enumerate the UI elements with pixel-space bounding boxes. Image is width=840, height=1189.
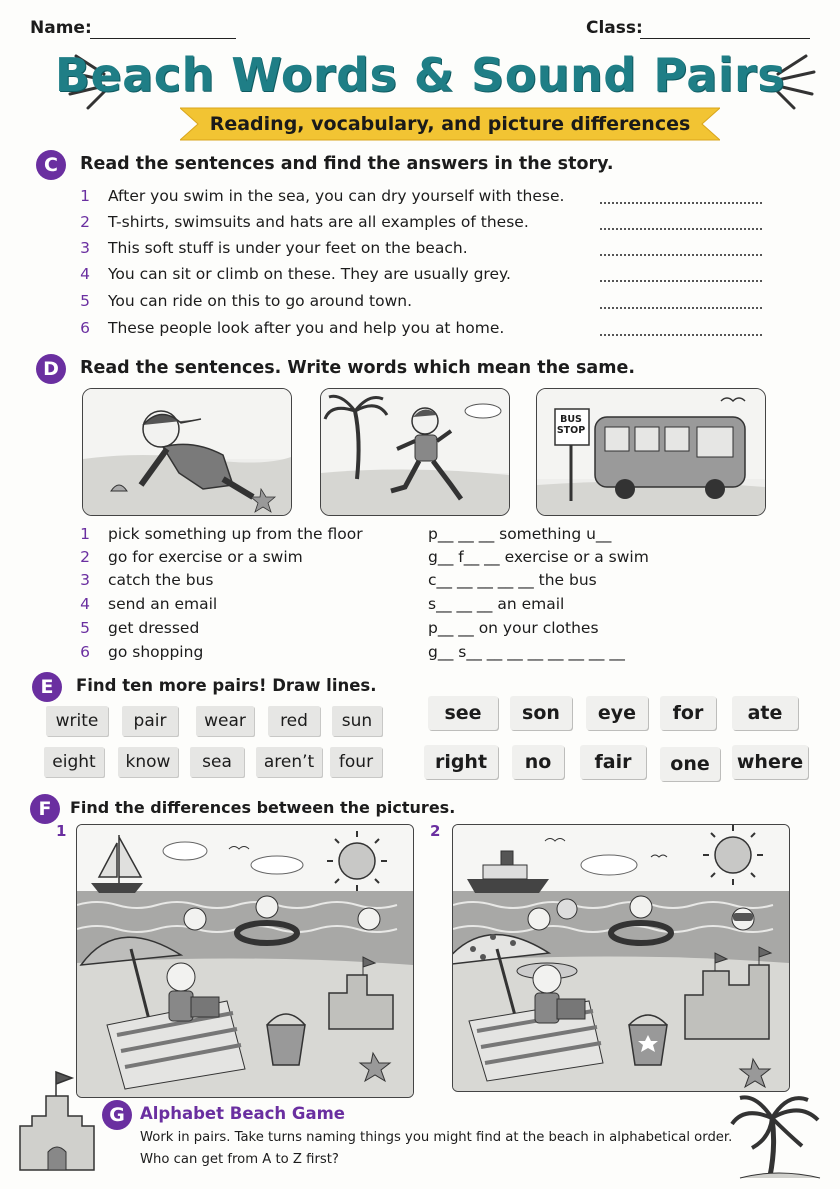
- d-item-number: 5: [80, 619, 90, 637]
- d-item-text: catch the bus: [108, 571, 214, 589]
- c-item-number: 4: [80, 265, 90, 283]
- page-title: Beach Words & Sound Pairs: [54, 48, 786, 102]
- c-item-text: T-shirts, swimsuits and hats are all examples of these.: [108, 213, 529, 231]
- bus-stop-sign-line2: STOP: [556, 425, 586, 436]
- word-card[interactable]: where: [732, 745, 808, 779]
- sandcastle-icon: [16, 1066, 98, 1174]
- c-item-text: You can sit or climb on these. They are usually grey.: [108, 265, 511, 283]
- d-item-number: 3: [80, 571, 90, 589]
- c-answer-line[interactable]: [600, 280, 762, 282]
- section-f-badge: F: [30, 794, 60, 824]
- word-card[interactable]: red: [268, 706, 320, 736]
- word-card[interactable]: write: [46, 706, 108, 736]
- c-item-number: 3: [80, 239, 90, 257]
- word-card[interactable]: aren’t: [256, 747, 322, 777]
- bus-stop-sign-line1: BUS: [560, 414, 582, 425]
- section-g-instruction-line2: Who can get from A to Z first?: [140, 1152, 339, 1167]
- c-answer-line[interactable]: [600, 228, 762, 230]
- c-item-text: These people look after you and help you at home.: [108, 319, 505, 337]
- class-field[interactable]: [640, 38, 810, 39]
- word-card[interactable]: one: [660, 747, 720, 781]
- d-item-answer[interactable]: g__ f__ __ exercise or a swim: [428, 548, 649, 566]
- difference-picture-2: [452, 824, 790, 1092]
- c-item-number: 1: [80, 187, 90, 205]
- picture-boy-running: [320, 388, 510, 516]
- word-card[interactable]: ate: [732, 696, 798, 730]
- word-card[interactable]: see: [428, 696, 498, 730]
- section-d-badge: D: [36, 354, 66, 384]
- word-card[interactable]: know: [118, 747, 178, 777]
- word-card[interactable]: eye: [586, 696, 648, 730]
- section-c-badge: C: [36, 150, 66, 180]
- c-answer-line[interactable]: [600, 334, 762, 336]
- d-item-number: 2: [80, 548, 90, 566]
- picture-1-label: 1: [56, 822, 67, 840]
- section-f-title: Find the differences between the pictures.: [70, 798, 456, 817]
- d-item-answer[interactable]: p__ __ __ something u__: [428, 525, 612, 543]
- picture-bus-stop: [536, 388, 766, 516]
- section-g-instruction-line1: Work in pairs. Take turns naming things you might find at the beach in alphabetical order.: [140, 1130, 733, 1145]
- word-card[interactable]: right: [424, 745, 498, 779]
- d-item-text: pick something up from the floor: [108, 525, 363, 543]
- picture-girl-picking-shell: [82, 388, 292, 516]
- c-answer-line[interactable]: [600, 307, 762, 309]
- name-field[interactable]: [90, 38, 236, 39]
- word-card[interactable]: four: [330, 747, 382, 777]
- d-item-answer[interactable]: p__ __ on your clothes: [428, 619, 599, 637]
- d-item-number: 6: [80, 643, 90, 661]
- section-e-title: Find ten more pairs! Draw lines.: [76, 676, 377, 695]
- c-item-text: You can ride on this to go around town.: [108, 292, 412, 310]
- word-card[interactable]: for: [660, 696, 716, 730]
- section-g-badge: G: [102, 1100, 132, 1130]
- d-item-text: go for exercise or a swim: [108, 548, 303, 566]
- name-label: Name:: [30, 18, 92, 38]
- difference-picture-1: [76, 824, 414, 1098]
- word-card[interactable]: pair: [122, 706, 178, 736]
- section-e-badge: E: [32, 672, 62, 702]
- d-item-answer[interactable]: c__ __ __ __ __ the bus: [428, 571, 597, 589]
- c-item-text: After you swim in the sea, you can dry yourself with these.: [108, 187, 565, 205]
- class-label: Class:: [586, 18, 643, 38]
- c-answer-line[interactable]: [600, 202, 762, 204]
- page-subtitle: Reading, vocabulary, and picture differences: [209, 113, 691, 135]
- section-d-title: Read the sentences. Write words which mean the same.: [80, 358, 635, 378]
- d-item-text: send an email: [108, 595, 218, 613]
- word-card[interactable]: eight: [44, 747, 104, 777]
- d-item-answer[interactable]: s__ __ __ an email: [428, 595, 565, 613]
- d-item-answer[interactable]: g__ s__ __ __ __ __ __ __ __: [428, 643, 625, 661]
- c-item-number: 2: [80, 213, 90, 231]
- word-card[interactable]: sun: [332, 706, 382, 736]
- bus-stop-sign: [554, 414, 588, 436]
- section-g-title: Alphabet Beach Game: [140, 1104, 345, 1123]
- word-card[interactable]: no: [512, 745, 564, 779]
- word-card[interactable]: sea: [190, 747, 244, 777]
- palm-tree-icon: [730, 1090, 826, 1180]
- section-c-title: Read the sentences and find the answers in the story.: [80, 154, 614, 174]
- c-item-number: 6: [80, 319, 90, 337]
- d-item-text: get dressed: [108, 619, 200, 637]
- word-card[interactable]: wear: [196, 706, 254, 736]
- word-card[interactable]: son: [510, 696, 572, 730]
- c-item-number: 5: [80, 292, 90, 310]
- c-answer-line[interactable]: [600, 254, 762, 256]
- word-card[interactable]: fair: [580, 745, 646, 779]
- picture-2-label: 2: [430, 822, 441, 840]
- c-item-text: This soft stuff is under your feet on the beach.: [108, 239, 468, 257]
- d-item-number: 4: [80, 595, 90, 613]
- d-item-text: go shopping: [108, 643, 204, 661]
- d-item-number: 1: [80, 525, 90, 543]
